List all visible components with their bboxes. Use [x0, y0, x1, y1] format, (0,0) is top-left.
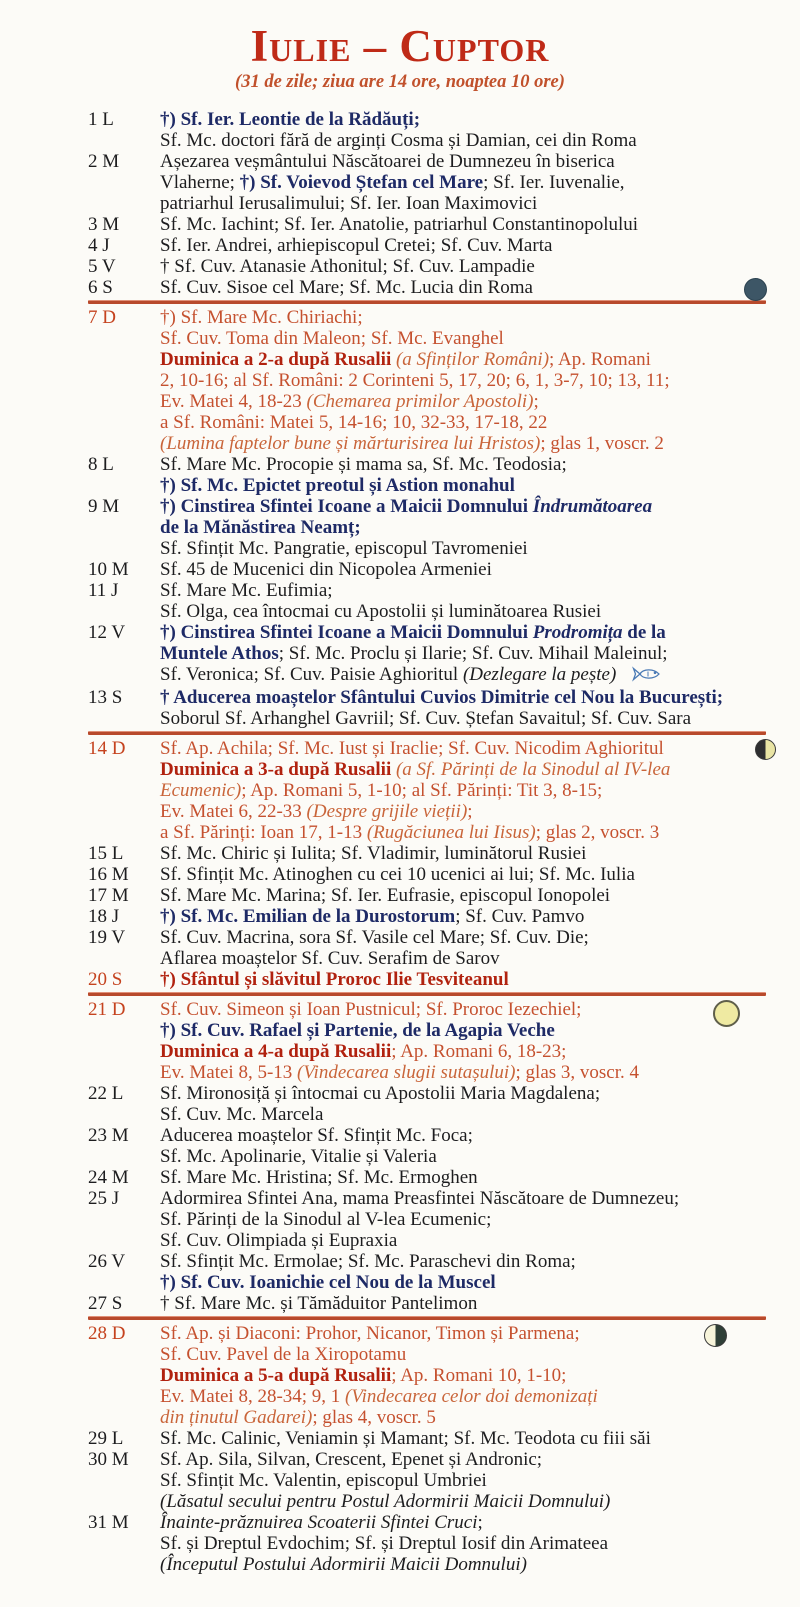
entry-lines [160, 307, 766, 454]
text-segment: (Rugăciunea lui Iisus) [366, 822, 536, 843]
calendar-header [0, 22, 800, 93]
entry-lines [160, 1083, 766, 1125]
text-segment: Duminica a 2-a după Rusalii [160, 349, 396, 370]
entry-line [160, 822, 766, 843]
text-segment: †) Cinstirea Sfintei Icoane a Maicii Domnului [160, 622, 533, 643]
calendar-entry [88, 999, 766, 1083]
calendar-entry [88, 1512, 766, 1575]
day-label: 26 V [88, 1251, 126, 1272]
entry-line [160, 391, 766, 412]
text-segment: ; Ap. Romani 5, 1-10; al Sf. Părinți: Tit 3, 8-15; [241, 780, 603, 801]
entry-lines [160, 687, 766, 729]
text-segment: Sf. Mc. Calinic, Veniamin și Mamant; Sf. Mc. Teodota cu fiii săi [160, 1428, 651, 1449]
day-label: 7 D [88, 307, 116, 328]
text-segment: Ev. Matei 8, 28-34; 9, 1 [160, 1386, 346, 1407]
day-label: 19 V [88, 927, 126, 948]
entry-line [160, 412, 766, 433]
text-segment: a Sf. Părinți: Ioan 17, 1-13 [160, 822, 367, 843]
text-segment: (Vindecarea celor doi demonizați [345, 1386, 598, 1407]
calendar-entry [88, 235, 766, 256]
entry-line [160, 1230, 766, 1251]
text-segment: Sf. Cuv. Olimpiada și Eupraxia [160, 1230, 398, 1251]
entry-line [160, 1083, 766, 1104]
entry-line [160, 130, 766, 151]
entry-lines [160, 1323, 766, 1428]
entry-line [160, 214, 766, 235]
sunday-separator [88, 731, 766, 735]
text-segment: Muntele Athos [160, 643, 279, 664]
entry-lines [160, 906, 766, 927]
text-segment: Sf. Sfințit Mc. Atinoghen cu cei 10 ucenici ai lui; Sf. Mc. Iulia [160, 864, 635, 885]
entry-lines [160, 864, 766, 885]
text-segment: 2, 10-16; al Sf. Români: 2 Corinteni 5, 17, 20; 6, 1, 3-7, 10; 13, 11; [160, 370, 670, 391]
text-segment: Sf. Ap. și Diaconi: Prohor, Nicanor, Timon și Parmena; [160, 1323, 580, 1344]
text-segment: †) Sf. Cuv. Rafael și Partenie, de la Agapia Veche [160, 1020, 555, 1041]
entry-lines [160, 235, 766, 256]
entry-lines [160, 277, 766, 298]
text-segment: Sf. Veronica; Sf. Cuv. Paisie Aghioritul [160, 664, 463, 685]
entry-line [160, 1272, 766, 1293]
text-segment: a Sf. Români: Matei 5, 14-16; 10, 32-33, 17-18, 22 [160, 412, 548, 433]
day-label: 23 M [88, 1125, 129, 1146]
text-segment: †) Sfântul și slăvitul Proroc Ilie Tesviteanul [160, 969, 509, 990]
text-segment: (Dezlegare la pește) [462, 664, 617, 685]
entry-line [160, 1041, 766, 1062]
text-segment: Îndrumătoarea [532, 496, 653, 517]
text-segment: ; glas 4, voscr. 5 [312, 1407, 436, 1428]
text-segment: ; glas 3, voscr. 4 [515, 1062, 640, 1083]
text-segment: † Sf. Cuv. Atanasie Athonitul; Sf. Cuv. Lampadie [160, 256, 535, 277]
text-segment: Sf. Ap. Sila, Silvan, Crescent, Epenet și Andronic; [160, 1449, 543, 1470]
day-label: 9 M [88, 496, 120, 517]
text-segment: Duminica a 5-a după Rusalii [160, 1365, 392, 1386]
calendar-entry [88, 1293, 766, 1314]
text-segment: (a Sfinților Români) [395, 349, 550, 370]
entry-line [160, 1167, 766, 1188]
entry-line [160, 496, 766, 517]
day-label: 3 M [88, 214, 120, 235]
text-segment: (Începutul Postului Adormirii Maicii Domnului) [160, 1554, 527, 1575]
entry-line [160, 517, 766, 538]
calendar-entry [88, 214, 766, 235]
day-label: 14 D [88, 738, 126, 759]
entry-line [160, 307, 766, 328]
entry-line [160, 864, 766, 885]
entry-line [160, 843, 766, 864]
text-segment: (Despre grijile vieții) [306, 801, 468, 822]
text-segment: Aflarea moaștelor Sf. Cuv. Serafim de Sarov [160, 948, 500, 969]
entry-line [160, 475, 766, 496]
entry-lines [160, 454, 766, 496]
calendar-entry [88, 1428, 766, 1449]
entry-line [160, 538, 766, 559]
text-segment: ; glas 1, voscr. 2 [540, 433, 664, 454]
text-segment: Sf. Ier. Andrei, arhiepiscopul Cretei; Sf. Cuv. Marta [160, 235, 553, 256]
text-segment: ; Ap. Romani 10, 1-10; [391, 1365, 567, 1386]
text-segment: Ev. Matei 8, 5-13 [160, 1062, 298, 1083]
text-segment: Sf. Cuv. Toma din Maleon; Sf. Mc. Evanghel [160, 328, 504, 349]
entry-line [160, 454, 766, 475]
text-segment: †) Sf. Voievod Ștefan cel Mare [239, 172, 484, 193]
entry-line [160, 151, 766, 172]
entry-line [160, 172, 766, 193]
calendar-entry [88, 1083, 766, 1125]
text-segment: ; [467, 801, 473, 822]
calendar-entry [88, 738, 766, 843]
entry-lines [160, 1167, 766, 1188]
entry-lines [160, 1428, 766, 1449]
calendar-entry [88, 454, 766, 496]
entry-line [160, 664, 766, 687]
text-segment: (Lăsatul secului pentru Postul Adormirii Maicii Domnului) [160, 1491, 611, 1512]
calendar-entry [88, 969, 766, 990]
text-segment: Sf. 45 de Mucenici din Nicopolea Armeniei [160, 559, 492, 580]
entry-line [160, 643, 766, 664]
calendar-entry [88, 580, 766, 622]
text-segment: Ecumenic) [160, 780, 242, 801]
calendar-entry [88, 109, 766, 151]
entry-line [160, 1491, 766, 1512]
text-segment: Soborul Sf. Arhanghel Gavriil; Sf. Cuv. Ștefan Savaitul; Sf. Cuv. Sara [160, 708, 692, 729]
entry-line [160, 256, 766, 277]
entry-line [160, 1188, 766, 1209]
entry-line [160, 370, 766, 391]
entry-line [160, 759, 766, 780]
day-label: 11 J [88, 580, 119, 601]
text-segment: Sf. Cuv. Mc. Marcela [160, 1104, 324, 1125]
text-segment: ; Sf. Cuv. Pamvo [455, 906, 585, 927]
entry-line [160, 780, 766, 801]
entry-lines [160, 151, 766, 214]
text-segment: Ev. Matei 4, 18-23 [160, 391, 307, 412]
fish-icon [632, 666, 662, 687]
day-label: 8 L [88, 454, 114, 475]
text-segment: ; Sf. Mc. Proclu și Ilarie; Sf. Cuv. Mihail Maleinul; [278, 643, 668, 664]
entry-line [160, 1512, 766, 1533]
entry-lines [160, 885, 766, 906]
entry-lines [160, 1449, 766, 1512]
text-segment: ; glas 2, voscr. 3 [535, 822, 660, 843]
entry-line [160, 687, 766, 708]
entry-line [160, 1449, 766, 1470]
first-quarter-icon [755, 739, 776, 760]
entry-line [160, 906, 766, 927]
text-segment: ; Ap. Romani [549, 349, 651, 370]
entry-line [160, 559, 766, 580]
day-label: 29 L [88, 1428, 124, 1449]
calendar-body [0, 105, 800, 1575]
text-segment: Aducerea moaștelor Sf. Sfințit Mc. Foca; [160, 1125, 473, 1146]
entry-line [160, 801, 766, 822]
entry-lines [160, 622, 766, 687]
month-subtitle: (31 de zile; ziua are 14 ore, noaptea 10 ore) [235, 72, 565, 92]
entry-line [160, 277, 766, 298]
calendar-entry [88, 927, 766, 969]
entry-line [160, 1428, 766, 1449]
calendar-entry [88, 151, 766, 214]
entry-lines [160, 580, 766, 622]
day-label: 12 V [88, 622, 126, 643]
text-segment: Vlaherne; [160, 172, 240, 193]
text-segment: † Sf. Mare Mc. și Tămăduitor Pantelimon [160, 1293, 478, 1314]
text-segment: Sf. Mc. doctori fără de arginți Cosma și Damian, cei din Roma [160, 130, 637, 151]
text-segment: Sf. Mc. Apolinarie, Vitalie și Valeria [160, 1146, 437, 1167]
sunday-separator [88, 1316, 766, 1320]
entry-line [160, 999, 766, 1020]
day-label: 17 M [88, 885, 129, 906]
day-label: 27 S [88, 1293, 123, 1314]
entry-line [160, 1365, 766, 1386]
text-segment: Sf. Mare Mc. Eufimia; [160, 580, 333, 601]
calendar-entry [88, 1125, 766, 1167]
entry-line [160, 1344, 766, 1365]
entry-line [160, 948, 766, 969]
calendar-entry [88, 843, 766, 864]
text-segment: (Chemarea primilor Apostoli) [306, 391, 534, 412]
entry-line [160, 1386, 766, 1407]
entry-line [160, 109, 766, 130]
text-segment: (Vindecarea slugii sutașului) [297, 1062, 516, 1083]
entry-line [160, 601, 766, 622]
entry-line [160, 1251, 766, 1272]
entry-line [160, 1470, 766, 1491]
text-segment: Sf. Mare Mc. Procopie și mama sa, Sf. Mc. Teodosia; [160, 454, 567, 475]
day-label: 18 J [88, 906, 120, 927]
text-segment: Sf. Mironosiță și întocmai cu Apostolii Maria Magdalena; [160, 1083, 601, 1104]
text-segment: Sf. Mc. Iachint; Sf. Ier. Anatolie, patriarhul Constantinopolului [160, 214, 639, 235]
calendar-entry [88, 256, 766, 277]
text-segment: Sf. Ap. Achila; Sf. Mc. Iust și Iraclie; Sf. Cuv. Nicodim Aghioritul [160, 738, 664, 759]
entry-lines [160, 999, 766, 1083]
day-label: 2 M [88, 151, 120, 172]
month-title: Iulie – Cuptor [250, 21, 550, 71]
day-label: 21 D [88, 999, 126, 1020]
text-segment: Sf. Cuv. Sisoe cel Mare; Sf. Mc. Lucia din Roma [160, 277, 533, 298]
entry-line [160, 328, 766, 349]
calendar-entry [88, 885, 766, 906]
text-segment: (a Sf. Părinți de la Sinodul al IV-lea [395, 759, 671, 780]
entry-line [160, 235, 766, 256]
day-label: 16 M [88, 864, 129, 885]
sunday-separator [88, 300, 766, 304]
entry-line [160, 927, 766, 948]
calendar-entry [88, 559, 766, 580]
text-segment: Duminica a 4-a după Rusalii [160, 1041, 392, 1062]
calendar-entry [88, 687, 766, 729]
text-segment: din ținutul Gadarei) [160, 1407, 313, 1428]
calendar-entry [88, 496, 766, 559]
entry-line [160, 1020, 766, 1041]
entry-line [160, 433, 766, 454]
entry-lines [160, 1125, 766, 1167]
text-segment: de la Mănăstirea Neamț; [160, 517, 361, 538]
entry-lines [160, 109, 766, 151]
text-segment: Sf. și Dreptul Evdochim; Sf. și Dreptul Iosif din Arimateea [160, 1533, 609, 1554]
day-label: 30 M [88, 1449, 129, 1470]
entry-line [160, 1062, 766, 1083]
text-segment: Sf. Sfințit Mc. Ermolae; Sf. Mc. Paraschevi din Roma; [160, 1251, 576, 1272]
text-segment: Duminica a 3-a după Rusalii [160, 759, 396, 780]
text-segment: † Aducerea moaștelor Sfântului Cuvios Dimitrie cel Nou la București; [160, 687, 724, 708]
calendar-entry [88, 906, 766, 927]
entry-line [160, 1209, 766, 1230]
entry-line [160, 193, 766, 214]
text-segment: ; [533, 391, 539, 412]
entry-lines [160, 1512, 766, 1575]
entry-line [160, 1533, 766, 1554]
entry-line [160, 1146, 766, 1167]
day-label: 25 J [88, 1188, 120, 1209]
day-label: 24 M [88, 1167, 129, 1188]
entry-line [160, 1407, 766, 1428]
text-segment: ; Ap. Romani 6, 18-23; [391, 1041, 567, 1062]
text-segment: Înainte-prăznuirea Scoaterii Sfintei Cruci [160, 1512, 478, 1533]
sunday-separator [88, 992, 766, 996]
entry-lines [160, 559, 766, 580]
calendar-entry [88, 277, 766, 298]
entry-line [160, 1104, 766, 1125]
entry-lines [160, 1293, 766, 1314]
entry-line [160, 1323, 766, 1344]
entry-lines [160, 843, 766, 864]
text-segment: Sf. Mare Mc. Marina; Sf. Ier. Eufrasie, episcopul Ionopolei [160, 885, 611, 906]
day-label: 31 M [88, 1512, 129, 1533]
calendar-entry [88, 1188, 766, 1251]
entry-line [160, 622, 766, 643]
text-segment: Sf. Olga, cea întocmai cu Apostolii și luminătoarea Rusiei [160, 601, 602, 622]
day-label: 6 S [88, 277, 113, 298]
entry-lines [160, 214, 766, 235]
text-segment: Sf. Cuv. Macrina, sora Sf. Vasile cel Mare; Sf. Cuv. Die; [160, 927, 589, 948]
entry-line [160, 969, 766, 990]
entry-line [160, 1293, 766, 1314]
calendar-entry [88, 1251, 766, 1293]
text-segment: Sf. Părinți de la Sinodul al V-lea Ecumenic; [160, 1209, 492, 1230]
text-segment: Sf. Mc. Chiric și Iulita; Sf. Vladimir, luminătorul Rusiei [160, 843, 587, 864]
text-segment: Sf. Cuv. Simeon și Ioan Pustnicul; Sf. Proroc Iezechiel; [160, 999, 582, 1020]
entry-lines [160, 256, 766, 277]
text-segment: Sf. Cuv. Pavel de la Xiropotamu [160, 1344, 407, 1365]
day-label: 5 V [88, 256, 116, 277]
text-segment: patriarhul Ierusalimului; Sf. Ier. Ioan Maximovici [160, 193, 538, 214]
text-segment: †) Sf. Mare Mc. Chiriachi; [160, 307, 363, 328]
entry-lines [160, 927, 766, 969]
day-label: 13 S [88, 687, 123, 708]
calendar-entry [88, 307, 766, 454]
entry-line [160, 1554, 766, 1575]
entry-line [160, 885, 766, 906]
text-segment: Sf. Mare Mc. Hristina; Sf. Mc. Ermoghen [160, 1167, 478, 1188]
entry-line [160, 708, 766, 729]
text-segment: Așezarea veșmântului Născătoarei de Dumnezeu în biserica [160, 151, 615, 172]
text-segment: Prodromița [532, 622, 623, 643]
day-label: 15 L [88, 843, 124, 864]
day-label: 4 J [88, 235, 110, 256]
entry-line [160, 580, 766, 601]
text-segment: Sf. Sfințit Mc. Pangratie, episcopul Tavromeniei [160, 538, 528, 559]
text-segment: (Lumina faptelor bune și mărturisirea lui Hristos) [160, 433, 541, 454]
day-label: 1 L [88, 109, 114, 130]
entry-lines [160, 738, 766, 843]
entry-lines [160, 969, 766, 990]
entry-line [160, 1125, 766, 1146]
day-label: 10 M [88, 559, 129, 580]
entry-line [160, 738, 766, 759]
new-moon-icon [744, 278, 767, 301]
calendar-entry [88, 864, 766, 885]
text-segment: †) Sf. Mc. Emilian de la Durostorum [160, 906, 456, 927]
text-segment: †) Sf. Cuv. Ioanichie cel Nou de la Muscel [160, 1272, 496, 1293]
calendar-entry [88, 622, 766, 687]
text-segment: ; Sf. Ier. Iuvenalie, [483, 172, 625, 193]
calendar-entry [88, 1449, 766, 1512]
text-segment: †) Sf. Mc. Epictet preotul și Astion monahul [160, 475, 515, 496]
text-segment: Adormirea Sfintei Ana, mama Preasfintei Născătoare de Dumnezeu; [160, 1188, 680, 1209]
text-segment: Sf. Sfințit Mc. Valentin, episcopul Umbriei [160, 1470, 487, 1491]
text-segment: de la [622, 622, 666, 643]
day-label: 22 L [88, 1083, 124, 1104]
calendar-entry [88, 1167, 766, 1188]
text-segment: †) Cinstirea Sfintei Icoane a Maicii Domnului [160, 496, 533, 517]
entry-lines [160, 496, 766, 559]
day-label: 20 S [88, 969, 123, 990]
text-segment: Ev. Matei 6, 22-33 [160, 801, 307, 822]
entry-lines [160, 1188, 766, 1251]
text-segment: †) Sf. Ier. Leontie de la Rădăuți; [160, 109, 421, 130]
text-segment: ; [477, 1512, 483, 1533]
entry-lines [160, 1251, 766, 1293]
day-label: 28 D [88, 1323, 126, 1344]
calendar-entry [88, 1323, 766, 1428]
entry-line [160, 349, 766, 370]
